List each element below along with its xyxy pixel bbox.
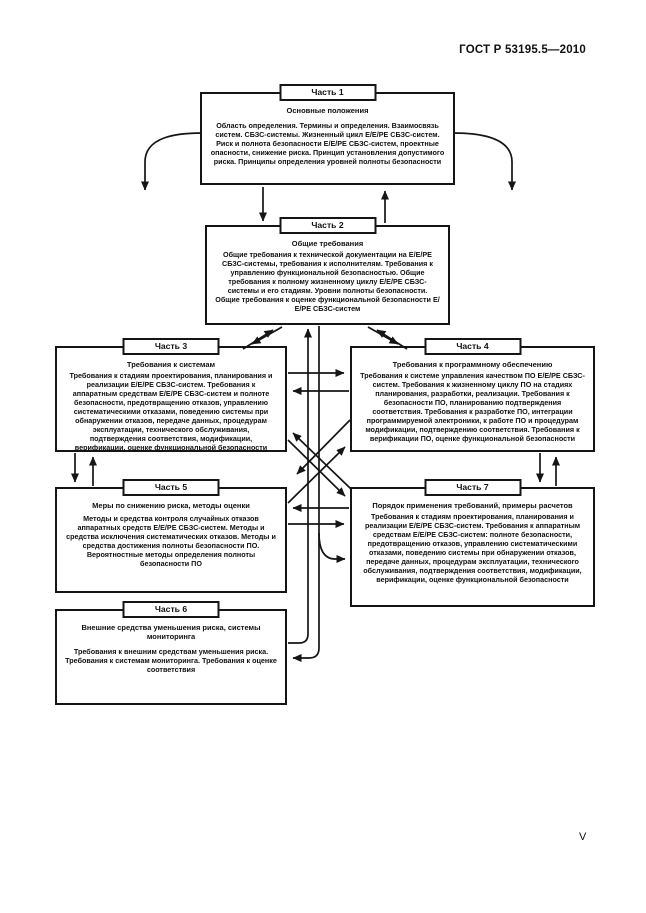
part3-body: Требования к стадиям проектирования, планирования и реализации Е/Е/РЕ СБЗС-систем. Требования к аппаратным средствам Е/Е/РЕ СБЗС-систем и полноте безопасности, предотвращению отказов, управлению систематическими отказами, поведению системы при обнаружении отказов, передаче данных, процедурам эксплуатации, технического обслуживания, подтверждения соответствия, модификации, верификации, оценке функциональной безопасности [69,371,273,452]
part6-box [55,604,287,705]
arrow-part4-to-part5 [297,420,350,474]
part3-tab: Часть 3 [123,338,220,355]
arrow-part5-to-part4 [288,447,345,503]
part2-title: Общие требования [291,239,364,248]
arrow-part1-left-curl [145,133,202,190]
part7-body: Требования к стадиям проектирования, планирования и реализации Е/Е/РЕ СБЗС-систем. Требования к аппаратным средствам Е/Е/РЕ СБЗС-систем: полноте безопасности, предотвращению отказов, управлению систематическими отказами, поведению системы при обнаружении отказов, передаче данных, процедурам эксплуатации, технического обслуживания, подтверждения соответствия, модификации, верификации, оценке функциональной безопасности [363,512,582,584]
arrow-part3-to-part7 [288,440,345,496]
part6-tab: Часть 6 [123,601,220,618]
arrow-part7-to-part3 [293,433,351,489]
part4-box [350,341,595,452]
part6-body: Требования к внешним средствам уменьшения риска. Требования к системам мониторинга. Требования к оценке соответствия [65,647,277,674]
arrow-part2-branch-to-part7 [319,533,345,559]
part4-body: Требования к системе управления качеством ПО Е/Е/РЕ СБЗС-систем. Требования к жизненному циклу ПО на стадиях планирования, разработки, реализации. Требования к безопасности ПО, планированию подтверждения соответствия. Требования к разработке ПО, интеграции программируемой электроники, к работе ПО и процедурам модификации, подтверждению соответствия. Требования к верификации ПО, оценке функциональной безопасности [360,371,585,443]
arrow-part2-to-part3 [252,327,282,344]
part7-tab: Часть 7 [424,479,521,496]
arrow-part2-to-part6 [293,326,319,658]
arrow-part6-to-part2 [288,329,308,643]
part1-body: Область определения. Термины и определения. Взаимосвязь систем. СБЗС-системы. Жизненный цикл Е/Е/РЕ СБЗС-систем. Риск и полнота безопасности Е/Е/РЕ СБЗС-систем, проектные опасности, снижение риска. Принцип установления допустимого риска. Принципы определения уровней полноты безопасности [210,121,445,166]
arrow-part2-to-part4 [368,327,398,344]
arrow-part1-right-curl [453,133,512,190]
part2-body: Общие требования к технической документации на Е/Е/РЕ СБЗС-системы, требования к исполнителям. Требования к управлению функциональной безопасностью. Общие требования к полному жизненному циклу Е/Е/РЕ СБЗС-системы и его стадиям. Уровни полноты безопасности. Общие требования к оценке функциональной безопасности Е/Е/РЕ СБЗС-систем [215,250,440,313]
part5-title: Меры по снижению риска, методы оценки [92,501,250,510]
part1-title: Основные положения [286,106,369,115]
part3-title: Требования к системам [126,360,216,369]
part2-tab: Часть 2 [279,217,376,234]
part1-box [200,87,455,185]
part2-box [205,220,450,325]
part5-body: Методы и средства контроля случайных отказов аппаратных средств Е/Е/РЕ СБЗС-систем. Методы и средства исключения систематических отказов. Методы и средства достижения полноты безопасности ПО. Вероятностные методы определения полноты безопасности ПО [66,514,276,568]
part3-box [55,341,287,452]
part1-tab: Часть 1 [279,84,376,101]
part4-tab: Часть 4 [424,338,521,355]
part7-title: Порядок применения требований, примеры расчетов [372,501,573,510]
part5-tab: Часть 5 [123,479,220,496]
part7-box [350,482,595,607]
part6-title: Внешние средства уменьшения риска, системы мониторинга [81,623,261,641]
part5-box [55,482,287,593]
page-number: V [579,831,587,843]
document-header: ГОСТ Р 53195.5—2010 [459,44,586,56]
part4-title: Требования к программному обеспечению [392,360,553,369]
